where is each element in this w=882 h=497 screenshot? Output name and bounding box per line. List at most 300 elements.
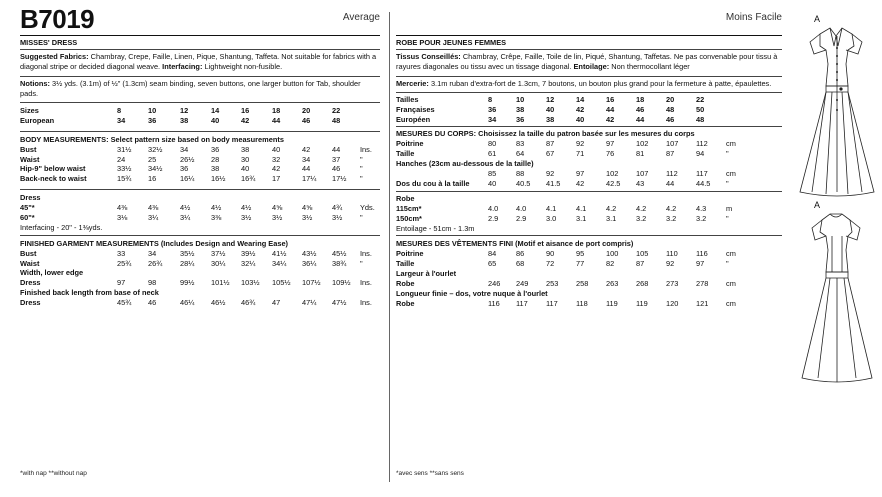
value-cell: 42 — [241, 115, 250, 125]
value-cell: 109½ — [332, 278, 351, 288]
table-row — [396, 279, 782, 289]
row-label: Robe — [396, 193, 415, 203]
value-cell: 84 — [488, 249, 497, 259]
value-cell: 4⅜ — [148, 203, 159, 213]
value-cell: 99½ — [180, 278, 195, 288]
value-cell: 16¾ — [241, 174, 256, 184]
value-cell: 107 — [666, 139, 679, 149]
unit-cell: " — [360, 213, 363, 223]
row-label: Poitrine — [396, 249, 424, 259]
value-cell: 87 — [666, 149, 675, 159]
row-label: Robe — [396, 278, 415, 288]
yardage-table — [20, 193, 380, 223]
value-cell: 30 — [241, 154, 250, 164]
value-cell: 3.1 — [576, 213, 587, 223]
table-row — [20, 145, 380, 155]
value-cell: 22 — [332, 106, 341, 116]
table-row — [20, 203, 380, 213]
value-cell: 42 — [576, 104, 585, 114]
value-cell: 77 — [576, 259, 585, 269]
value-cell: 36 — [211, 144, 220, 154]
value-cell: 95 — [576, 249, 585, 259]
value-cell: 26¾ — [148, 258, 163, 268]
value-cell: 26½ — [180, 154, 195, 164]
notions-paragraph: Notions: 3½ yds. (3.1m) of ½" (1.3cm) seam binding, seven buttons, one larger button for Tab, shoulder pads. — [20, 78, 361, 98]
row-label: Bust — [20, 144, 37, 154]
value-cell: 90 — [546, 249, 555, 259]
value-cell: 32 — [272, 154, 281, 164]
value-cell: 118 — [576, 298, 588, 308]
row-label: Finished back length from base of neck — [20, 288, 159, 298]
value-cell: 121 — [696, 298, 709, 308]
row-label: Tailles — [396, 94, 419, 104]
value-cell: 103½ — [241, 278, 260, 288]
value-cell: 17¼ — [302, 174, 317, 184]
value-cell: 46 — [148, 298, 157, 308]
value-cell: 22 — [696, 94, 705, 104]
value-cell: 40 — [211, 115, 220, 125]
value-cell: 3½ — [332, 213, 343, 223]
unit-cell: Ins. — [360, 144, 372, 154]
notions-section — [20, 77, 380, 103]
value-cell: 268 — [636, 278, 649, 288]
value-cell: 43 — [636, 178, 645, 188]
value-cell: 101½ — [211, 278, 230, 288]
value-cell: 46 — [666, 114, 675, 124]
value-cell: 83 — [516, 139, 525, 149]
table-row — [396, 269, 782, 279]
value-cell: 38 — [211, 164, 220, 174]
sizes-section — [20, 103, 380, 132]
value-cell: 3¼ — [148, 213, 159, 223]
value-cell: 47½ — [332, 298, 347, 308]
value-cell: 8 — [488, 94, 493, 104]
table-row — [20, 298, 380, 308]
value-cell: 107 — [636, 169, 649, 179]
value-cell: 120 — [666, 298, 679, 308]
finished-measurements-section — [20, 236, 380, 310]
row-label: Françaises — [396, 104, 435, 114]
value-cell: 3½ — [302, 213, 313, 223]
value-cell: 97 — [576, 169, 585, 179]
value-cell: 50 — [696, 104, 705, 114]
table-row — [396, 149, 782, 159]
body-measurements-table-fr — [396, 139, 782, 188]
footnote-french: *avec sens **sans sens — [396, 470, 464, 477]
unit-cell: " — [360, 154, 363, 164]
value-cell: 2.9 — [516, 213, 527, 223]
value-cell: 278 — [696, 278, 709, 288]
row-label: Poitrine — [396, 139, 424, 149]
value-cell: 40 — [272, 144, 281, 154]
table-row — [20, 213, 380, 223]
value-cell: 40 — [488, 178, 497, 188]
row-label: 60"* — [20, 213, 35, 223]
value-cell: 45½ — [332, 248, 347, 258]
title-section — [20, 36, 380, 50]
fabrics-paragraph-fr: Tissus Conseillés: Chambray, Crêpe, Faille, Toile de lin, Piqué, Shantung, Taffetas. Ne pas convenable pour tissu à rayures diagonales ou tissu avec un tissage diagonal. Entoilage: Non thermocollant léger — [396, 52, 778, 72]
value-cell: 102 — [636, 139, 649, 149]
finished-measurements-table — [20, 249, 380, 308]
value-cell: 92 — [576, 139, 585, 149]
table-row — [20, 288, 380, 298]
row-label: Longueur finie – dos, votre nuque à l'ourlet — [396, 288, 548, 298]
value-cell: 4.2 — [606, 203, 617, 213]
value-cell: 10 — [516, 94, 525, 104]
value-cell: 4½ — [211, 203, 222, 213]
value-cell: 36 — [180, 164, 189, 174]
pattern-header — [20, 0, 380, 36]
value-cell: 44 — [606, 104, 615, 114]
value-cell: 4.3 — [696, 203, 707, 213]
value-cell: 16½ — [211, 174, 226, 184]
value-cell: 16 — [606, 94, 615, 104]
unit-cell: Ins. — [360, 248, 372, 258]
value-cell: 20 — [302, 106, 311, 116]
yardage-section — [20, 190, 380, 236]
body-measurements-heading: BODY MEASUREMENTS: Select pattern size based on body measurements — [20, 134, 284, 144]
row-label: Sizes — [20, 106, 39, 116]
unit-cell: " — [726, 259, 729, 269]
row-label: Waist — [20, 258, 40, 268]
value-cell: 36 — [488, 104, 497, 114]
value-cell: 16 — [148, 174, 157, 184]
value-cell: 25 — [148, 154, 157, 164]
value-cell: 116 — [696, 249, 708, 259]
value-cell: 42.5 — [606, 178, 621, 188]
value-cell: 3½ — [241, 213, 252, 223]
fabrics-section-fr — [396, 50, 782, 76]
value-cell: 46¾ — [241, 298, 256, 308]
table-row — [396, 249, 782, 259]
value-cell: 105 — [636, 249, 649, 259]
value-cell: 81 — [636, 149, 645, 159]
row-label: European — [20, 115, 55, 125]
value-cell: 18 — [636, 94, 645, 104]
footnote-english: *with nap **without nap — [20, 470, 87, 477]
value-cell: 16 — [241, 106, 250, 116]
value-cell: 31½ — [117, 144, 132, 154]
unit-cell: Ins. — [360, 298, 372, 308]
view-label-top: A — [814, 14, 821, 24]
table-row — [396, 179, 782, 189]
value-cell: 4½ — [180, 203, 191, 213]
value-cell: 48 — [696, 114, 705, 124]
unit-cell: Yds. — [360, 203, 375, 213]
unit-cell: Ins. — [360, 278, 372, 288]
table-row — [396, 105, 782, 115]
value-cell: 38¾ — [332, 258, 347, 268]
value-cell: 40 — [241, 164, 250, 174]
value-cell: 97 — [117, 278, 126, 288]
value-cell: 4⅝ — [302, 203, 313, 213]
difficulty-level: Average — [342, 12, 380, 23]
value-cell: 86 — [516, 249, 525, 259]
value-cell: 4.2 — [636, 203, 647, 213]
value-cell: 65 — [488, 259, 497, 269]
value-cell: 34 — [148, 248, 157, 258]
sizes-table-fr — [396, 95, 782, 125]
value-cell: 44 — [272, 115, 281, 125]
row-label: Bust — [20, 248, 37, 258]
unit-cell: " — [726, 149, 729, 159]
value-cell: 36 — [148, 115, 157, 125]
value-cell: 44 — [666, 178, 675, 188]
value-cell: 102 — [606, 169, 619, 179]
value-cell: 15¾ — [117, 174, 132, 184]
value-cell: 87 — [546, 139, 555, 149]
value-cell: 3¼ — [180, 213, 191, 223]
dress-back-drawing — [790, 210, 882, 386]
row-label: Taille — [396, 149, 415, 159]
value-cell: 12 — [180, 106, 189, 116]
value-cell: 72 — [546, 259, 555, 269]
value-cell: 119 — [636, 298, 648, 308]
value-cell: 40 — [576, 114, 585, 124]
value-cell: 36¼ — [302, 258, 317, 268]
value-cell: 34 — [180, 144, 189, 154]
value-cell: 100 — [606, 249, 619, 259]
value-cell: 45¾ — [117, 298, 132, 308]
value-cell: 44 — [332, 144, 341, 154]
table-row — [20, 193, 380, 203]
value-cell: 105½ — [272, 278, 291, 288]
title-section-fr — [396, 36, 782, 50]
value-cell: 30¼ — [211, 258, 226, 268]
value-cell: 38 — [180, 115, 189, 125]
value-cell: 41.5 — [546, 178, 561, 188]
value-cell: 3⅛ — [117, 213, 128, 223]
value-cell: 4.1 — [576, 203, 587, 213]
value-cell: 4.0 — [516, 203, 527, 213]
row-label: 115cm* — [396, 203, 422, 213]
line-art-column — [790, 0, 882, 497]
value-cell: 35½ — [180, 248, 195, 258]
value-cell: 25¾ — [117, 258, 132, 268]
value-cell: 3½ — [272, 213, 283, 223]
value-cell: 253 — [546, 278, 559, 288]
row-label: Width, lower edge — [20, 268, 84, 278]
value-cell: 4⅝ — [272, 203, 283, 213]
value-cell: 41½ — [272, 248, 287, 258]
value-cell: 68 — [516, 259, 525, 269]
row-label: Dos du cou à la taille — [396, 178, 470, 188]
unit-cell: cm — [726, 169, 736, 179]
value-cell: 117 — [696, 169, 708, 179]
value-cell: 43½ — [302, 248, 317, 258]
value-cell: 97 — [606, 139, 615, 149]
value-cell: 12 — [546, 94, 555, 104]
value-cell: 2.9 — [488, 213, 499, 223]
value-cell: 246 — [488, 278, 501, 288]
value-cell: 4.1 — [546, 203, 557, 213]
finished-measurements-section-fr — [396, 236, 782, 310]
value-cell: 258 — [576, 278, 589, 288]
value-cell: 47¼ — [302, 298, 317, 308]
value-cell: 249 — [516, 278, 529, 288]
dress-front-drawing — [790, 24, 882, 200]
value-cell: 32¼ — [241, 258, 256, 268]
table-row — [396, 139, 782, 149]
value-cell: 3.0 — [546, 213, 557, 223]
pattern-header-fr — [396, 0, 782, 36]
sizes-section-fr — [396, 93, 782, 128]
view-label-bottom: A — [814, 200, 821, 210]
unit-cell: " — [726, 213, 729, 223]
garment-title-fr: ROBE POUR JEUNES FEMMES — [396, 38, 507, 47]
value-cell: 40 — [546, 104, 555, 114]
value-cell: 42 — [576, 178, 585, 188]
value-cell: 80 — [488, 139, 497, 149]
yardage-table-fr — [396, 194, 782, 224]
value-cell: 17 — [272, 174, 281, 184]
fabrics-paragraph: Suggested Fabrics: Chambray, Crepe, Faille, Linen, Pique, Shantung, Taffeta. Not suitable for fabrics with a diagonal stripe or decided diagonal weave. Interfacing: Lightweight non-fusible. — [20, 52, 377, 72]
value-cell: 94 — [696, 149, 705, 159]
sizes-table — [20, 106, 380, 126]
table-row — [20, 164, 380, 174]
value-cell: 20 — [666, 94, 675, 104]
row-label: Robe — [396, 298, 415, 308]
value-cell: 42 — [606, 114, 615, 124]
value-cell: 16¼ — [180, 174, 195, 184]
value-cell: 14 — [211, 106, 220, 116]
value-cell: 47 — [272, 298, 281, 308]
value-cell: 38 — [546, 114, 555, 124]
table-row — [20, 249, 380, 259]
value-cell: 85 — [488, 169, 497, 179]
value-cell: 34 — [488, 114, 497, 124]
value-cell: 8 — [117, 106, 122, 116]
value-cell: 34 — [117, 115, 126, 125]
interfacing-yardage: Interfacing - 20" - 1⅜yds. — [20, 222, 103, 232]
value-cell: 97 — [696, 259, 705, 269]
unit-cell: " — [360, 258, 363, 268]
value-cell: 3.2 — [636, 213, 647, 223]
value-cell: 32½ — [148, 144, 163, 154]
value-cell: 4.2 — [666, 203, 677, 213]
value-cell: 46 — [636, 104, 645, 114]
value-cell: 44.5 — [696, 178, 711, 188]
value-cell: 88 — [516, 169, 525, 179]
value-cell: 117 — [516, 298, 528, 308]
table-row — [396, 115, 782, 125]
value-cell: 28¼ — [180, 258, 195, 268]
difficulty-level-fr: Moins Facile — [725, 12, 782, 23]
value-cell: 46 — [332, 164, 341, 174]
value-cell: 42 — [272, 164, 281, 174]
value-cell: 87 — [636, 259, 645, 269]
unit-cell: cm — [726, 249, 736, 259]
body-measurements-table — [20, 145, 380, 185]
value-cell: 67 — [546, 149, 555, 159]
table-row — [396, 289, 782, 299]
notions-section-fr — [396, 77, 782, 93]
value-cell: 34¼ — [272, 258, 287, 268]
yardage-section-fr — [396, 192, 782, 237]
value-cell: 82 — [606, 259, 615, 269]
value-cell: 44 — [636, 114, 645, 124]
value-cell: 4⅜ — [117, 203, 128, 213]
finished-measurements-heading: FINISHED GARMENT MEASUREMENTS (Includes Design and Wearing Ease) — [20, 238, 289, 248]
value-cell: 10 — [148, 106, 157, 116]
value-cell: 18 — [272, 106, 281, 116]
column-divider — [389, 12, 390, 482]
table-row — [20, 106, 380, 116]
value-cell: 40.5 — [516, 178, 531, 188]
value-cell: 4.0 — [488, 203, 499, 213]
french-column — [396, 0, 782, 311]
unit-cell: " — [360, 174, 363, 184]
value-cell: 112 — [696, 139, 708, 149]
value-cell: 34½ — [148, 164, 163, 174]
unit-cell: m — [726, 203, 733, 213]
row-label: Back-neck to waist — [20, 174, 87, 184]
value-cell: 273 — [666, 278, 679, 288]
value-cell: 24 — [117, 154, 126, 164]
table-row — [20, 259, 380, 269]
table-row — [20, 268, 380, 278]
finished-measurements-heading-fr: MESURES DES VÊTEMENTS FINI (Motif et aisance de port compris) — [396, 239, 634, 249]
fabrics-section — [20, 50, 380, 76]
value-cell: 3.1 — [606, 213, 617, 223]
value-cell: 64 — [516, 149, 525, 159]
table-row — [396, 204, 782, 214]
garment-title: MISSES' DRESS — [20, 38, 78, 47]
value-cell: 98 — [148, 278, 157, 288]
value-cell: 46 — [302, 115, 311, 125]
row-label: Dress — [20, 193, 41, 203]
unit-cell: cm — [726, 298, 736, 308]
value-cell: 61 — [488, 149, 497, 159]
row-label: Dress — [20, 278, 41, 288]
row-label: Waist — [20, 154, 40, 164]
finished-measurements-table-fr — [396, 249, 782, 308]
value-cell: 46¼ — [180, 298, 195, 308]
value-cell: 263 — [606, 278, 619, 288]
value-cell: 14 — [576, 94, 585, 104]
value-cell: 3.2 — [666, 213, 677, 223]
value-cell: 116 — [488, 298, 500, 308]
row-label: Hip-9" below waist — [20, 164, 86, 174]
value-cell: 28 — [211, 154, 220, 164]
body-measurements-section-fr — [396, 127, 782, 191]
table-row — [396, 159, 782, 169]
value-cell: 4¾ — [332, 203, 343, 213]
value-cell: 39½ — [241, 248, 256, 258]
table-row — [20, 174, 380, 184]
table-row — [396, 169, 782, 179]
table-row — [20, 155, 380, 165]
value-cell: 38 — [241, 144, 250, 154]
unit-cell: " — [360, 164, 363, 174]
table-row — [20, 116, 380, 126]
unit-cell: cm — [726, 139, 736, 149]
value-cell: 3⅜ — [211, 213, 222, 223]
value-cell: 119 — [606, 298, 618, 308]
row-label: Hanches (23cm au-dessous de la taille) — [396, 159, 534, 169]
table-row — [396, 194, 782, 204]
value-cell: 17½ — [332, 174, 347, 184]
row-label: Dress — [20, 298, 41, 308]
value-cell: 117 — [546, 298, 558, 308]
table-row — [396, 214, 782, 224]
table-row — [396, 299, 782, 309]
row-label: 45"* — [20, 203, 35, 213]
value-cell: 33½ — [117, 164, 132, 174]
value-cell: 37 — [332, 154, 341, 164]
value-cell: 36 — [516, 114, 525, 124]
value-cell: 34 — [302, 154, 311, 164]
